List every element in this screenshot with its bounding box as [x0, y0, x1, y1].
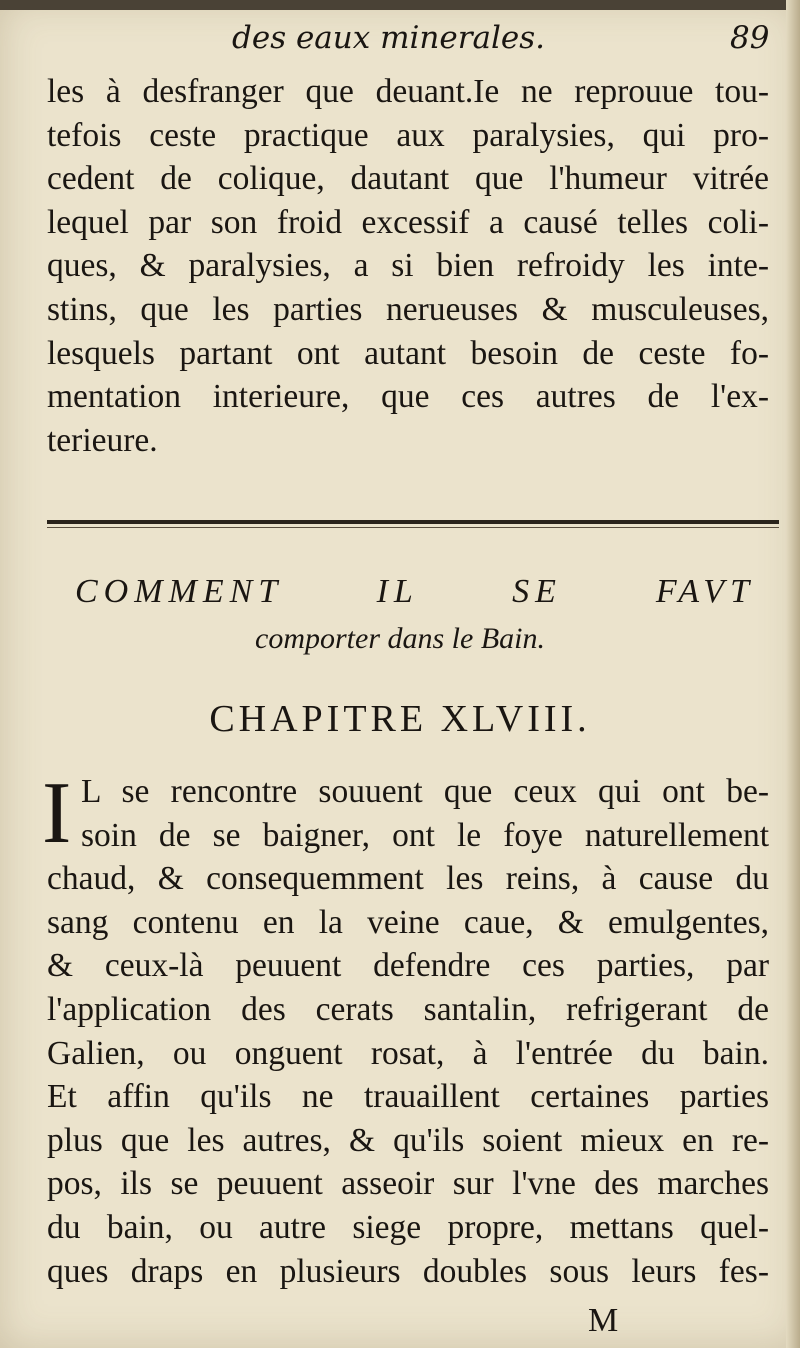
chapter-number: CHAPITRE XLVIII.	[209, 698, 591, 740]
signature-mark: M	[588, 1302, 619, 1339]
paragraph-1	[47, 70, 769, 462]
text-line: lequel par son froid excessif a causé telles coli-	[47, 203, 769, 241]
text-line: ques, & paralysies, a si bien refroidy les inte-	[47, 247, 769, 285]
text-line: Et affin qu'ils ne trauaillent certaines parties	[47, 1078, 769, 1116]
text-line: mentation interieure, que ces autres de l'ex-	[47, 378, 769, 416]
text-line: plus que les autres, & qu'ils soient mieux en re-	[47, 1121, 769, 1159]
text-line: Galien, ou onguent rosat, à l'entrée du bain.	[47, 1034, 769, 1072]
text-line: cedent de colique, dautant que l'humeur vitrée	[47, 160, 769, 198]
text-line: terieure.	[47, 421, 158, 459]
text-line: sang contenu en la veine caue, & emulgentes,	[47, 903, 769, 941]
text-line: les à desfranger que deuant.Ie ne reprouue tou-	[47, 73, 769, 110]
page-gutter-shadow	[786, 0, 800, 1348]
drop-initial: I	[42, 765, 72, 862]
page-top-edge	[0, 0, 800, 10]
text-line: pos, ils se peuuent asseoir sur l'vne des marches	[47, 1165, 769, 1203]
text-line: soin de se baigner, ont le foye naturellement	[81, 816, 769, 854]
text-line: du bain, ou autre siege propre, mettans quel-	[47, 1208, 769, 1246]
page-number: 89	[730, 20, 770, 56]
paragraph-2	[47, 770, 769, 1293]
text-line: stins, que les parties nerueuses & musculeuses,	[47, 290, 769, 328]
text-line: ques draps en plusieurs doubles sous leurs fes-	[47, 1252, 769, 1290]
section-rule-thin	[47, 527, 779, 528]
text-line: chaud, & consequemment les reins, à cause du	[47, 860, 769, 898]
text-line: tefois ceste practique aux paralysies, qui pro-	[47, 116, 769, 154]
text-line: lesquels partant ont autant besoin de ceste fo-	[47, 334, 769, 372]
chapter-title: COMMENT IL SE FAVT	[75, 573, 755, 610]
text-line: & ceux-là peuuent defendre ces parties, par	[47, 947, 769, 985]
section-rule	[47, 520, 779, 524]
text-line: l'application des cerats santalin, refrigerant de	[47, 990, 769, 1028]
running-head: des eaux minerales.	[232, 20, 546, 56]
text-line: L se rencontre souuent que ceux qui ont be-	[81, 773, 769, 810]
chapter-subtitle: comporter dans le Bain.	[255, 622, 545, 655]
